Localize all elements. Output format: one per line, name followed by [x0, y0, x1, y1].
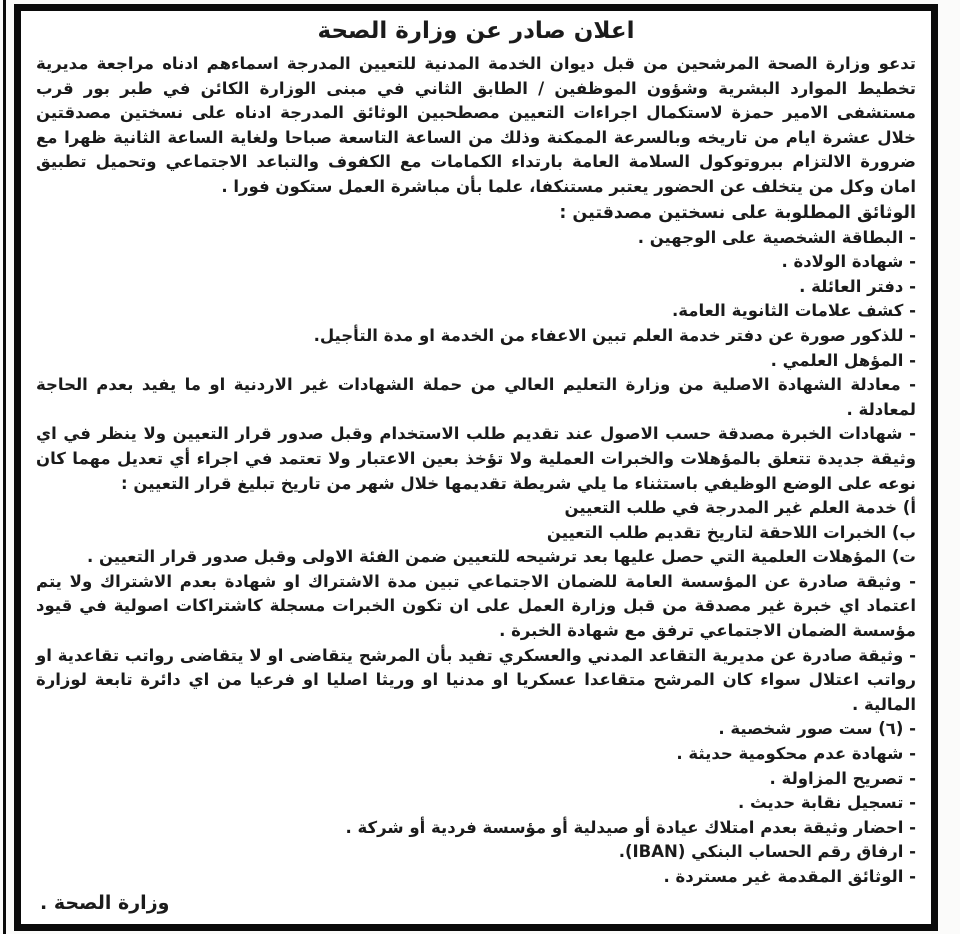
announcement-title: اعلان صادر عن وزارة الصحة — [317, 18, 635, 44]
required-document-item: ت) المؤهلات العلمية التي حصل عليها بعد ترشيحه للتعيين ضمن الفئة الاولى وقبل صدور قرار التعيين . — [86, 547, 916, 567]
required-document-item: - شهادة الولادة . — [781, 252, 916, 272]
required-document-item: - معادلة الشهادة الاصلية من وزارة التعليم العالي من حملة الشهادات غير الاردنية او ما يفيد بعدم الحاجة لمعادلة . — [36, 375, 916, 419]
required-document-item: - وثيقة صادرة عن مديرية التقاعد المدني والعسكري تفيد بأن المرشح يتقاضى او لا يتقاضى رواتب تقاعدية او رواتب اعتلال سواء كان المرشح متقاعدا عسكريا او مدنيا او وريثا اصليا او فرعيا من اي دائرة تابعة لوزارة المالية . — [36, 645, 916, 714]
required-document-item: - المؤهل العلمي . — [770, 350, 916, 370]
required-document-item: - للذكور صورة عن دفتر خدمة العلم تبين الاعفاء من الخدمة او مدة التأجيل. — [313, 325, 916, 345]
announcement-content — [21, 11, 931, 918]
required-document-item: - ارفاق رقم الحساب البنكي (IBAN). — [618, 842, 916, 862]
required-document-item: - البطاقة الشخصية على الوجهين . — [637, 227, 916, 247]
announcement-frame — [14, 4, 938, 931]
required-documents-list — [36, 226, 916, 890]
required-document-item: أ) خدمة العلم غير المدرجة في طلب التعيين — [564, 498, 916, 518]
required-document-item: - تصريح المزاولة . — [769, 768, 916, 788]
required-documents-heading: الوثائق المطلوبة على نسختين مصدقتين : — [559, 202, 916, 223]
required-document-item: ب) الخبرات اللاحقة لتاريخ تقديم طلب التعيين — [546, 522, 916, 542]
required-document-item: - شهادة عدم محكومية حديثة . — [676, 744, 916, 764]
intro-paragraph: تدعو وزارة الصحة المرشحين من قبل ديوان الخدمة المدنية للتعيين المدرجة اسماءهم ادناه مراجعة مديرية تخطيط الموارد البشرية وشؤون الموظفين / الطابق الثاني في مبنى الوزارة الكائن في طبر بور قرب مستشفى الامير حمزة لاستكمال اجراءات التعيين مصطحبين الوثائق المدرجة ادناه على نسختين مصدقتين خلال عشرة ايام من تاريخه وبالسرعة الممكنة وذلك من الساعة التاسعة صباحا ولغاية الساعة الثانية ظهرا مع ضرورة الالتزام ببروتوكول السلامة العامة بارتداء الكمامات مع الكفوف والتباعد الاجتماعي وتحميل تطبيق امان وكل من يتخلف عن الحضور يعتبر مستنكفا، علما بأن مباشرة العمل ستكون فورا . — [36, 54, 916, 196]
required-document-item: - احضار وثيقة بعدم امتلاك عيادة أو صيدلية أو مؤسسة فردية أو شركة . — [345, 817, 916, 837]
required-document-item: - الوثائق المقدمة غير مستردة . — [663, 867, 916, 886]
ministry-signature: وزارة الصحة . — [40, 891, 170, 914]
page-edge-line — [3, 0, 6, 934]
required-document-item: - كشف علامات الثانوية العامة. — [671, 301, 916, 321]
required-document-item: - دفتر العائلة . — [799, 276, 916, 296]
required-document-item: - تسجيل نقابة حديث . — [738, 793, 916, 813]
required-document-item: - (٦) ست صور شخصية . — [718, 719, 916, 739]
required-document-item: - وثيقة صادرة عن المؤسسة العامة للضمان الاجتماعي تبين مدة الاشتراك او شهادة بعدم الاشتراك ولا يتم اعتماد اي خبرة غير مصدقة من قبل وزارة العمل على ان تكون الخبرات مسجلة كاشتراكات اصولية في قيود مؤسسة الضمان الاجتماعي ترفق مع شهادة الخبرة . — [36, 571, 916, 641]
required-document-item: - شهادات الخبرة مصدقة حسب الاصول عند تقديم طلب الاستخدام وقبل صدور قرار التعيين ولا ينظر في اي وثيقة جديدة تتعلق بالمؤهلات والخبرات العملية ولا تؤخذ بعين الاعتبار ولا تعتمد في اجراء أي تعديل مهما كان نوعه على الوضع الوظيفي باستثناء ما يلي شريطة تقديمها خلال شهر من تاريخ تبليغ قرار التعيين : — [36, 424, 916, 493]
